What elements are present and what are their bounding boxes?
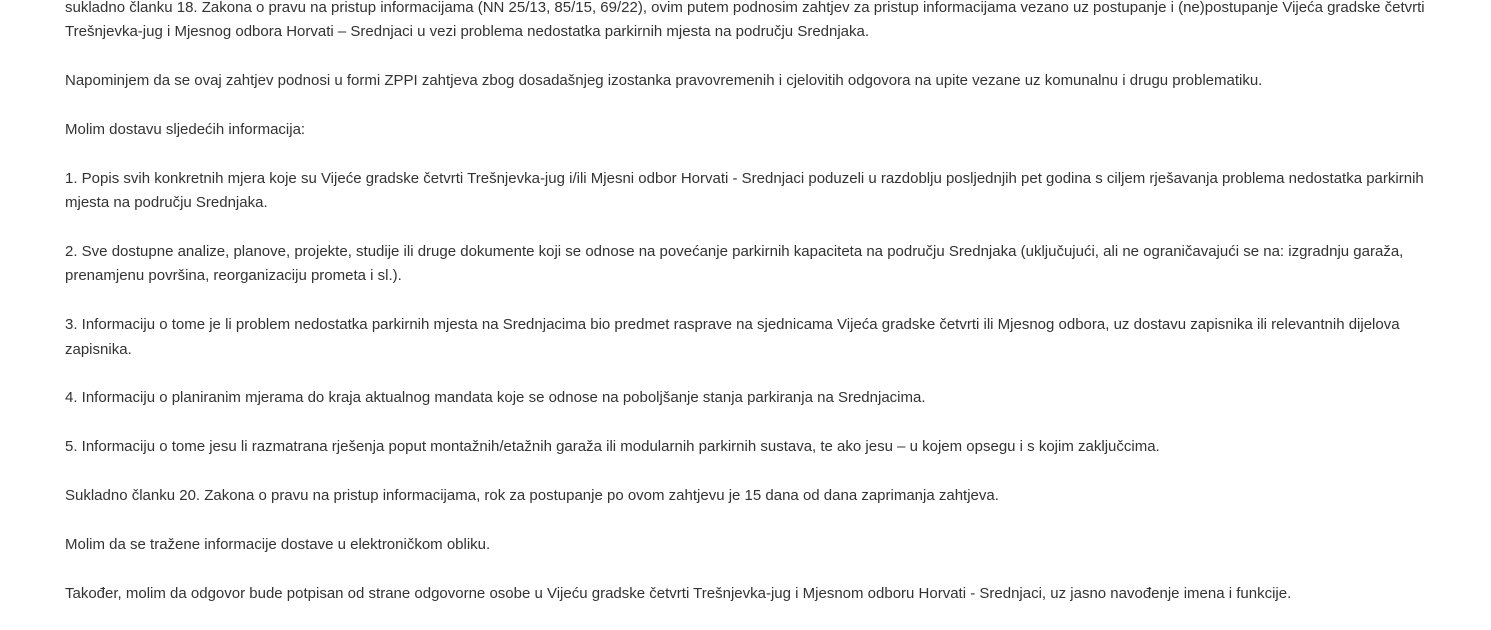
request-document-body: [65, 0, 1465, 630]
request-item-1: 1. Popis svih konkretnih mjera koje su Vijeće gradske četvrti Trešnjevka-jug i/ili Mjesni odbor Horvati - Srednjaci poduzeli u razdoblju posljednjih pet godina s ciljem rješavanja problema nedostatka parkirnih mjesta na području Srednjaka.: [65, 169, 1424, 212]
deadline-paragraph: Sukladno članku 20. Zakona o pravu na pristup informacijama, rok za postupanje po ovom zahtjevu je 15 dana od dana zaprimanja zahtjeva.: [65, 487, 999, 504]
intro-paragraph: sukladno članku 18. Zakona o pravu na pristup informacijama (NN 25/13, 85/15, 69/22), ovim putem podnosim zahtjev za pristup informacijama vezano uz postupanje i (ne)postupanje Vijeća gradske četvrti Trešnjevka-jug i Mjesnog odbora Horvati – Srednjaci u vezi problema nedostatka parkirnih mjesta na području Srednjaka.: [65, 0, 1425, 41]
request-item-5: 5. Informaciju o tome jesu li razmatrana rješenja poput montažnih/etažnih garaža ili modularnih parkirnih sustava, te ako jesu – u kojem opsegu i s kojim zaključcima.: [65, 438, 1160, 456]
request-list-heading: Molim dostavu sljedećih informacija:: [65, 121, 306, 138]
note-paragraph: Napominjem da se ovaj zahtjev podnosi u formi ZPPI zahtjeva zbog dosadašnjeg izostanka pravovremenih i cjelovitih odgovora na upite vezane uz komunalnu i drugu problematiku.: [65, 72, 1263, 90]
delivery-format-paragraph: Molim da se tražene informacije dostave u elektroničkom obliku.: [65, 535, 491, 553]
request-item-3: 3. Informaciju o tome je li problem nedostatka parkirnih mjesta na Srednjacima bio predmet rasprave na sjednicama Vijeća gradske četvrti ili Mjesnog odbora, uz dostavu zapisnika ili relevantnih dijelova zapisnika.: [65, 316, 1400, 358]
request-item-2: 2. Sve dostupne analize, planove, projekte, studije ili druge dokumente koji se odnose na povećanje parkirnih kapaciteta na području Srednjaka (uključujući, ali ne ograničavajući se na: izgradnju garaža, prenamjenu površina, reorganizaciju prometa i sl.).: [65, 243, 1404, 285]
signature-request-paragraph: Također, molim da odgovor bude potpisan od strane odgovorne osobe u Vijeću gradske četvrti Trešnjevka-jug i Mjesnom odboru Horvati - Srednjaci, uz jasno navođenje imena i funkcije.: [65, 584, 1292, 602]
request-item-4: 4. Informaciju o planiranim mjerama do kraja aktualnog mandata koje se odnose na poboljšanje stanja parkiranja na Srednjacima.: [65, 389, 926, 407]
